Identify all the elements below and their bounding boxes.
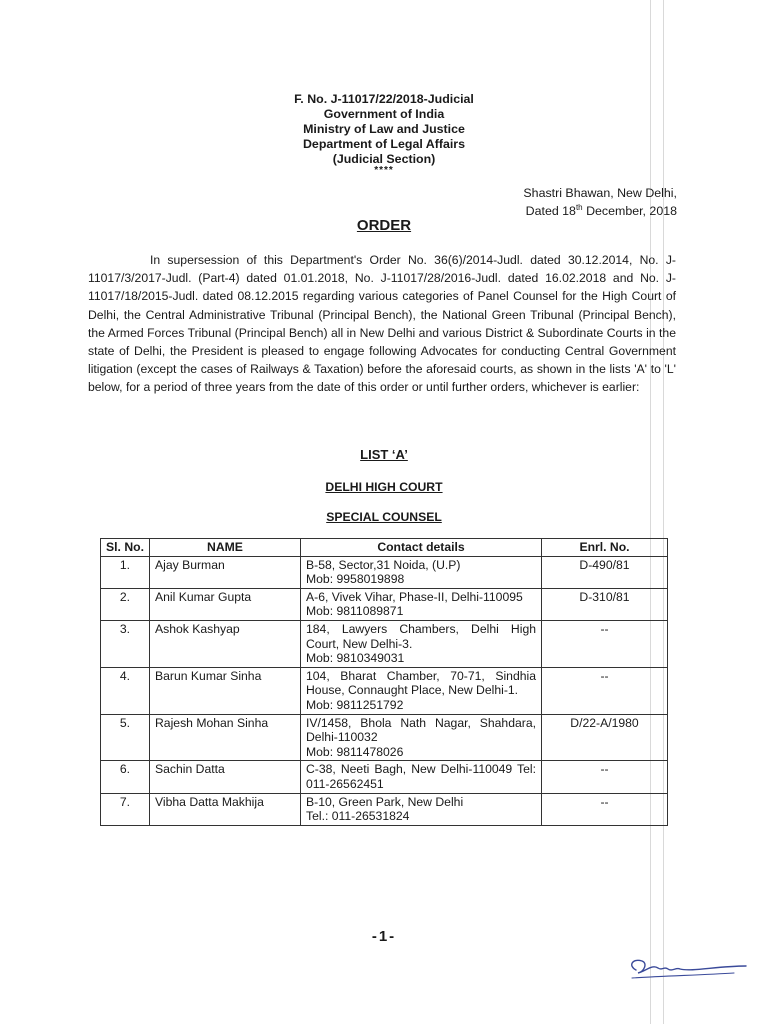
cell-enrl-no: -- xyxy=(542,793,668,825)
cell-enrl-no: -- xyxy=(542,761,668,793)
cell-contact xyxy=(301,588,542,620)
government-line: Government of India xyxy=(323,107,445,121)
contact-line: B-10, Green Park, New Delhi xyxy=(306,794,464,809)
date-suffix: December, 2018 xyxy=(582,204,677,218)
contact-line: B-58, Sector,31 Noida, (U.P) xyxy=(306,557,461,572)
page-number: -1- xyxy=(371,928,397,945)
cell-name: Rajesh Mohan Sinha xyxy=(150,714,301,761)
contact-line: Mob: 9811478026 xyxy=(306,744,404,759)
cell-contact xyxy=(301,714,542,761)
cell-name: Barun Kumar Sinha xyxy=(150,667,301,714)
contact-line: 104, Bharat Chamber, 70-71, Sindhia House, Connaught Place, New Delhi-1. xyxy=(306,668,536,698)
contact-line: A-6, Vivek Vihar, Phase-II, Delhi-110095 xyxy=(306,589,523,604)
contact-line: C-38, Neeti Bagh, New Delhi-110049 Tel: 011-26562451 xyxy=(306,762,536,791)
contact-line: Mob: 9811251792 xyxy=(306,697,404,712)
table-row xyxy=(101,714,668,761)
cell-name: Ajay Burman xyxy=(150,556,301,588)
cell-enrl-no: D-490/81 xyxy=(542,556,668,588)
place-date-block xyxy=(523,184,677,220)
counsel-table xyxy=(100,538,668,826)
court-title: DELHI HIGH COURT xyxy=(325,480,443,494)
header-enrl-no: Enrl. No. xyxy=(542,539,668,557)
list-title: LIST ‘A’ xyxy=(360,447,408,462)
contact-line: 184, Lawyers Chambers, Delhi High Court, New Delhi-3. xyxy=(306,621,536,651)
cell-sl-no: 5. xyxy=(101,714,150,761)
table-row xyxy=(101,793,668,825)
contact-line: Mob: 9810349031 xyxy=(306,651,405,666)
order-body-paragraph: In supersession of this Department's Order No. 36(6)/2014-Judl. dated 30.12.2014, No. J-11017/3/2017-Judl. (Part-4) dated 01.01.2018, No. J-11017/28/2016-Judl. dated 16.02.2018 and No. J-11017/18/2015-Judl. dated 08.12.2015 regarding various categories of Panel Counsel for the High Court of Delhi, the Central Administrative Tribunal (Principal Bench), the National Green Tribunal (Principal Bench), the Armed Forces Tribunal (Principal Bench) all in New Delhi and various District & Subordinate Courts in the state of Delhi, the President is pleased to engage following Advocates for conducting Central Government litigation (except the cases of Railways & Taxation) before the aforesaid courts, as shown in the lists 'A' to 'L' below, for a period of three years from the date of this order or until further orders, whichever is earlier: xyxy=(88,253,676,395)
contact-line: IV/1458, Bhola Nath Nagar, Shahdara, Delhi-110032 xyxy=(306,715,536,745)
cell-contact xyxy=(301,620,542,667)
ministry-line: Ministry of Law and Justice xyxy=(303,122,465,136)
cell-sl-no: 6. xyxy=(101,761,150,793)
section-line: (Judicial Section) xyxy=(332,152,436,166)
header-name: NAME xyxy=(150,539,301,557)
header-sl-no: Sl. No. xyxy=(101,539,150,557)
date-superscript: th xyxy=(575,202,583,212)
cell-enrl-no: D-310/81 xyxy=(542,588,668,620)
cell-sl-no: 3. xyxy=(101,620,150,667)
cell-contact xyxy=(301,761,542,793)
table-row xyxy=(101,667,668,714)
contact-line: Mob: 9958019898 xyxy=(306,572,405,587)
table-row xyxy=(101,620,668,667)
cell-contact xyxy=(301,793,542,825)
counsel-category-title: SPECIAL COUNSEL xyxy=(326,510,442,524)
cell-enrl-no: -- xyxy=(542,620,668,667)
stars-separator: **** xyxy=(374,165,394,176)
date-prefix: Dated 18 xyxy=(525,204,576,218)
department-line: Department of Legal Affairs xyxy=(302,137,466,151)
cell-contact xyxy=(301,667,542,714)
order-title: ORDER xyxy=(356,217,412,234)
place-line: Shastri Bhawan, New Delhi, xyxy=(523,186,677,200)
table-row xyxy=(101,761,668,793)
header-contact: Contact details xyxy=(301,539,542,557)
cell-name: Vibha Datta Makhija xyxy=(150,793,301,825)
file-number: F. No. J-11017/22/2018-Judicial xyxy=(294,92,474,106)
table-header-row xyxy=(101,539,668,557)
cell-name: Sachin Datta xyxy=(150,761,301,793)
cell-sl-no: 2. xyxy=(101,588,150,620)
signature-icon xyxy=(622,948,752,984)
cell-enrl-no: -- xyxy=(542,667,668,714)
table-body xyxy=(101,556,668,825)
cell-sl-no: 1. xyxy=(101,556,150,588)
document-header xyxy=(0,92,768,175)
cell-sl-no: 4. xyxy=(101,667,150,714)
cell-sl-no: 7. xyxy=(101,793,150,825)
table-row xyxy=(101,556,668,588)
table-row xyxy=(101,588,668,620)
contact-line: Mob: 9811089871 xyxy=(306,604,404,619)
cell-contact xyxy=(301,556,542,588)
cell-name: Anil Kumar Gupta xyxy=(150,588,301,620)
cell-name: Ashok Kashyap xyxy=(150,620,301,667)
cell-enrl-no: D/22-A/1980 xyxy=(542,714,668,761)
contact-line: Tel.: 011-26531824 xyxy=(306,809,410,824)
